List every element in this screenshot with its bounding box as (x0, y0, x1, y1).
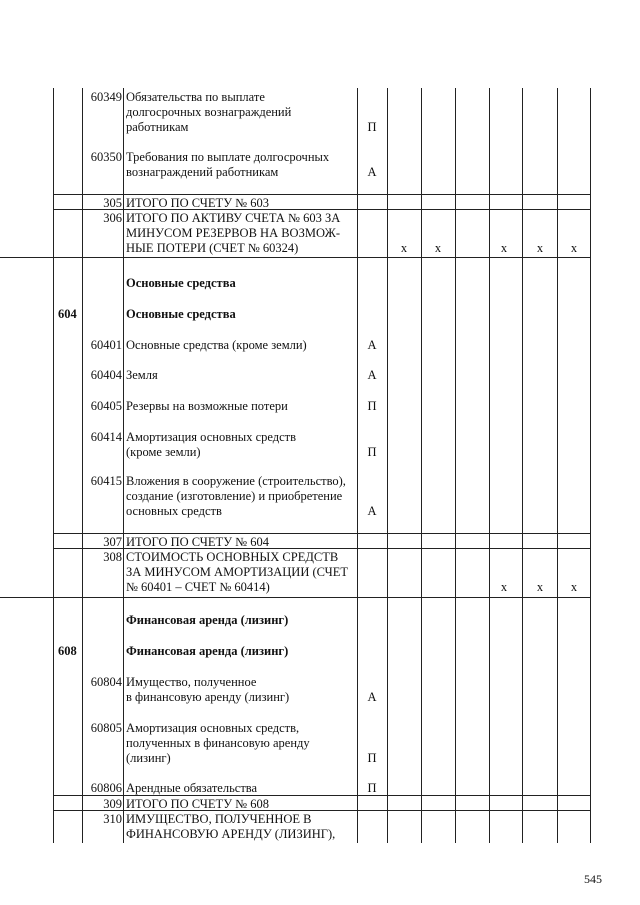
table-column-border (421, 88, 422, 843)
account-code: 60350 (90, 150, 122, 164)
account-description: ИТОГО ПО СЧЕТУ № 603 (126, 196, 269, 210)
account-type-flag: А (367, 368, 377, 382)
account-description: НЫЕ ПОТЕРИ (СЧЕТ № 60324) (126, 241, 299, 255)
table-column-border (53, 88, 54, 843)
cross-mark: x (400, 241, 408, 255)
account-code: 308 (103, 550, 122, 564)
account-description: ИМУЩЕСТВО, ПОЛУЧЕННОЕ В (126, 812, 312, 826)
account-code: 60415 (90, 474, 122, 488)
account-type-flag: А (367, 690, 377, 704)
section-heading: Финансовая аренда (лизинг) (126, 613, 289, 627)
account-code: 305 (103, 196, 122, 210)
account-type-flag: П (367, 781, 377, 795)
table-column-border (387, 88, 388, 843)
account-code: 60414 (90, 430, 122, 444)
account-description: Имущество, полученное (126, 675, 257, 689)
table-row-border (53, 533, 590, 534)
account-description: Амортизация основных средств (126, 430, 297, 444)
account-description: (лизинг) (126, 751, 171, 765)
account-description: Требования по выплате долгосрочных (126, 150, 330, 164)
account-description: ИТОГО ПО СЧЕТУ № 608 (126, 797, 269, 811)
account-description: работникам (126, 120, 189, 134)
account-description: Основные средства (кроме земли) (126, 338, 307, 352)
account-group-number: 604 (58, 307, 77, 321)
account-description: ЗА МИНУСОМ АМОРТИЗАЦИИ (СЧЕТ (126, 565, 349, 579)
account-code: 306 (103, 211, 122, 225)
account-description: (кроме земли) (126, 445, 201, 459)
cross-mark: x (570, 241, 578, 255)
account-description: долгосрочных вознаграждений (126, 105, 292, 119)
account-type-flag: П (367, 751, 377, 765)
account-code: 307 (103, 535, 122, 549)
account-description: ИТОГО ПО АКТИВУ СЧЕТА № 603 ЗА (126, 211, 341, 225)
table-column-border (357, 88, 358, 843)
account-type-flag: А (367, 165, 377, 179)
account-description: СТОИМОСТЬ ОСНОВНЫХ СРЕДСТВ (126, 550, 339, 564)
account-type-flag: П (367, 120, 377, 134)
account-description: Обязательства по выплате (126, 90, 265, 104)
table-column-border (123, 88, 124, 843)
cross-mark: x (434, 241, 442, 255)
account-description: основных средств (126, 504, 222, 518)
account-type-flag: П (367, 399, 377, 413)
account-code: 60806 (90, 781, 122, 795)
cross-mark: x (570, 580, 578, 594)
account-description: Арендные обязательства (126, 781, 258, 795)
section-heading: Финансовая аренда (лизинг) (126, 644, 289, 658)
account-description: полученных в финансовую аренду (126, 736, 310, 750)
table-row-border (0, 597, 590, 598)
cross-mark: x (536, 580, 544, 594)
account-code: 60401 (90, 338, 122, 352)
account-code: 309 (103, 797, 122, 811)
account-description: Вложения в сооружение (строительство), (126, 474, 346, 488)
account-description: ИТОГО ПО СЧЕТУ № 604 (126, 535, 269, 549)
cross-mark: x (500, 580, 508, 594)
account-description: МИНУСОМ РЕЗЕРВОВ НА ВОЗМОЖ- (126, 226, 341, 240)
cross-mark: x (500, 241, 508, 255)
page-number: 545 (584, 872, 602, 886)
table-row-border (53, 194, 590, 195)
table-row-border (0, 257, 590, 258)
account-code: 60405 (90, 399, 122, 413)
account-group-number: 608 (58, 644, 77, 658)
account-code: 60805 (90, 721, 122, 735)
cross-mark: x (536, 241, 544, 255)
account-description: Резервы на возможные потери (126, 399, 288, 413)
account-type-flag: А (367, 338, 377, 352)
table-column-border (557, 88, 558, 843)
table-column-border (82, 88, 83, 843)
account-code: 60404 (90, 368, 122, 382)
account-description: Амортизация основных средств, (126, 721, 300, 735)
account-description: Земля (126, 368, 158, 382)
account-description: № 60401 – СЧЕТ № 60414) (126, 580, 270, 594)
section-heading: Основные средства (126, 276, 236, 290)
table-column-border (489, 88, 490, 843)
table-column-border (590, 88, 591, 843)
account-type-flag: П (367, 445, 377, 459)
account-code: 60804 (90, 675, 122, 689)
table-column-border (455, 88, 456, 843)
table-column-border (522, 88, 523, 843)
account-type-flag: А (367, 504, 377, 518)
section-heading: Основные средства (126, 307, 236, 321)
account-description: вознаграждений работникам (126, 165, 279, 179)
account-description: ФИНАНСОВУЮ АРЕНДУ (ЛИЗИНГ), (126, 827, 336, 841)
account-description: создание (изготовление) и приобретение (126, 489, 343, 503)
account-description: в финансовую аренду (лизинг) (126, 690, 290, 704)
account-code: 60349 (90, 90, 122, 104)
account-code: 310 (103, 812, 122, 826)
